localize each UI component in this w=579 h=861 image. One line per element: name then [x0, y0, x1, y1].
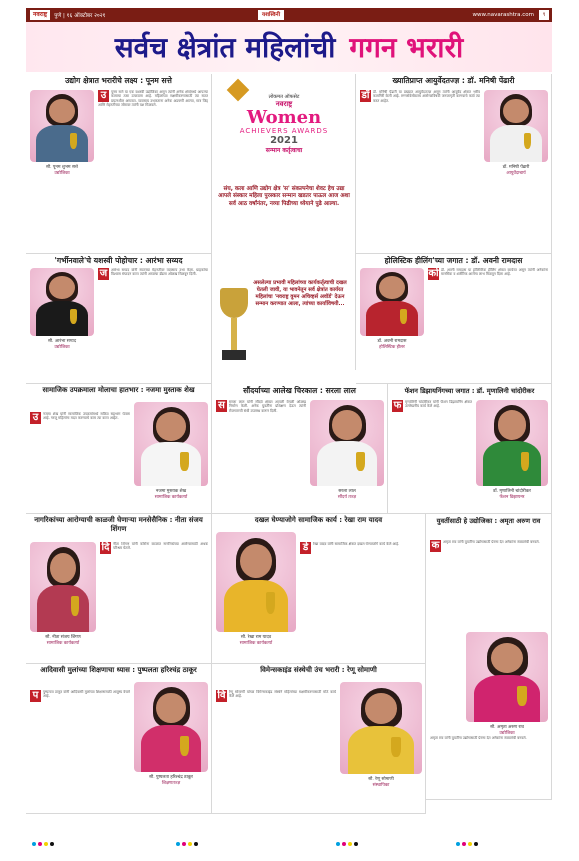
photo-caption: डॉ. अवनी रामदास होलिस्टिक हीलर — [377, 339, 407, 350]
article-body: वि रेणू सोमाणी यांच्या विमेन्सकाइंड संस्थेने महिलांच्या सक्षमीकरणासाठी मोठे कार्य केले आहे. — [217, 690, 336, 701]
photo-caption: सौ. अमृता अरुण राव उद्योजिका — [490, 725, 524, 736]
article-avani-ramdas — [356, 254, 552, 384]
article-mrunalini-chandorikar — [388, 384, 552, 514]
article-aarambha-sayyad — [26, 254, 212, 384]
portrait-photo — [310, 400, 384, 486]
article-pushpalata-thakur — [26, 664, 212, 814]
newspaper-page — [26, 8, 552, 850]
portrait-photo — [30, 268, 94, 336]
award-block — [212, 74, 356, 370]
article-punam-satte — [26, 74, 212, 254]
page-number: ९ — [539, 10, 549, 20]
masthead-logo: नवराष्ट्र — [30, 10, 50, 20]
portrait-photo — [340, 682, 422, 774]
article-amruta-rao — [426, 514, 552, 800]
article-title: सामाजिक उपक्रमाला मोलाचा हातभार : नजमा मुस्ताक शेख — [42, 386, 195, 394]
award-intro: संघ, कला आणि उद्योग क्षेत्र 'स' संकल्पनेचा शेवट हेच उद्या आपले संस्कार महिला पुरस्कार सन्मान खडतर पाऊल आज अशा सर्व आठ वर्षांनंतर, नव्या पिढीच्या ध्येयाने पुढे आल्या. — [218, 186, 350, 207]
article-body: फ मृणालिनी चांदोरीकर यांनी फॅशन डिझायनिंग क्षेत्रात उल्लेखनीय कार्य केले आहे. — [393, 400, 472, 411]
article-title: युवतींसाठी हे उद्योजिका : अमृता अरुण राव — [436, 517, 541, 525]
article-najma-shaikh — [26, 384, 212, 514]
trophy-icon — [220, 288, 248, 364]
portrait-photo — [360, 268, 424, 336]
portrait-photo — [476, 400, 548, 486]
photo-caption: सौ. पुष्पलता हरिश्चंद्र ठाकूर शिक्षणतज्ज्ञ — [149, 775, 193, 786]
masthead — [26, 8, 552, 22]
article-title: नागरिकांच्या आरोग्याची काळजी घेणाऱ्या मनसेसैनिक : नीता संजय शिंगण — [34, 516, 203, 533]
portrait-photo — [466, 632, 548, 722]
article-sarla-lal — [212, 384, 388, 514]
article-body-cont: अमृता राव यांनी युवतींना उद्योगासाठी प्रेरणा देत अनेकांना स्वावलंबी बनवले. — [430, 736, 527, 740]
article-body: उ नजमा शेख यांनी सामाजिक उपक्रमांमध्ये सक्रिय सहभाग घेतला आहे. गरजू महिलांना मदत करण्याचे काम त्या करत आहेत. — [30, 412, 130, 510]
article-body: डॉ डॉ. मनिषी पेंढारी या प्रख्यात आयुर्वेदतज्ज्ञ असून त्यांनी आयुर्वेद क्षेत्रात भरीव कामगिरी केली आहे. रुग्णसेवेसोबतच आरोग्याविषयी जनजागृती करण्याचे कार्य त्या करत आहेत. — [361, 90, 480, 103]
masthead-date: पुणे | १६ ऑक्टोबर २०२१ — [54, 13, 106, 19]
print-registration-marks — [26, 842, 552, 848]
article-renu-somani — [212, 664, 426, 814]
article-title: विमेन्सकाइंड संस्थेची उंच भरारी : रेणू सोमाणी — [260, 666, 377, 674]
article-body: ज आरंभा सय्यद यांनी स्वतःच्या मेहनतीवर व्यवसाय उभा केला. ग्राहकांचा विश्वास संपादन करत त्यांनी आपल्या ब्रँडला ओळख मिळवून दिली. — [99, 268, 208, 279]
article-title: होलिस्टिक हीलिंग'च्या जगात : डॉ. अवनी रामदास — [384, 256, 523, 265]
portrait-photo — [134, 682, 208, 772]
section-label: यशस्विनी — [258, 10, 284, 20]
photo-caption: नजमा मुस्ताक शेख सामाजिक कार्यकर्त्या — [154, 489, 188, 500]
article-title: उद्योग क्षेत्रात भरारीचे लक्ष्य : पूनम सत्ते — [65, 76, 172, 85]
photo-caption: सौ. नीता संजय शिंगण सामाजिक कार्यकर्त्या — [45, 635, 81, 646]
article-body: प पुष्पलता ठाकूर यांनी आदिवासी मुलांच्या शिक्षणासाठी आयुष्य वेचले आहे. — [30, 690, 130, 810]
photo-caption: सौ. रेखा राम यादव सामाजिक कार्यकर्त्या — [239, 635, 273, 646]
photo-caption: डॉ. मृणालिनी चांदोरीकर फॅशन डिझायनर — [493, 489, 531, 500]
photo-caption: सौ. रेणू सोमाणी संस्थापिका — [368, 777, 394, 788]
photo-caption: सौ. आरंभा सय्यद उद्योजिका — [47, 339, 77, 350]
article-body: दि नीता शिंगण यांनी कोरोना काळात नागरिकांच्या आरोग्यासाठी अथक परिश्रम घेतले. — [101, 542, 208, 553]
article-title: दखल घेण्याजोगे सामाजिक कार्य : रेखा राम यादव — [254, 516, 383, 524]
page-headline — [26, 22, 552, 72]
article-title: फॅशन डिझायनिंगच्या जगात : डॉ. मृणालिनी चांदोरीकर — [404, 387, 535, 395]
masthead-site: www.navarashtra.com — [472, 12, 534, 18]
portrait-photo — [216, 532, 296, 632]
article-rekha-yadav — [212, 514, 426, 664]
article-body: डे रेखा यादव यांनी सामाजिक क्षेत्रात दखल घेण्याजोगे कार्य केले आहे. — [300, 542, 422, 660]
portrait-photo — [134, 402, 208, 486]
article-title: आदिवासी मुलांच्या शिक्षणाचा ध्यास : पुष्पलता हरिश्चंद्र ठाकूर — [40, 666, 197, 674]
headline-part2: गगन भरारी — [349, 31, 464, 64]
photo-caption: डॉ. मनिषी पेंढारी आयुर्वेदाचार्य — [502, 165, 530, 176]
photo-caption: सौ. पूनम शुभम सत्ते उद्योजिका — [46, 165, 78, 176]
article-manishi-pendhari — [356, 74, 552, 254]
award-intro-2: असलेल्या प्रभावी महिलांच्या कार्यकर्तृत्वाची दखल घेतली जावी, या भावनेतून सर्व क्षेत्रांत कार्यरत महिलांचा 'नवराष्ट्र वुमन अचिव्हर्स अवॉर्ड' देऊन सन्मान करण्यात आला, त्यांच्या कार्याविषयी... — [253, 280, 347, 308]
article-title: ख्यातिप्राप्त आयुर्वेदतज्ज्ञ : डॉ. मनिषी पेंढारी — [392, 76, 515, 85]
article-body: उ पूनम सत्ते या एक यशस्वी उद्योजिका असून त्यांनी अनेक क्षेत्रांमध्ये आपल्या कामाचा ठसा उमटवला आहे. महिलांच्या सक्षमीकरणासाठी त्या सतत प्रयत्नशील असतात. व्यवसाय उभारताना अनेक अडचणी आल्या, मात्र जिद्द आणि मेहनतीच्या जोरावर त्यांनी यश मिळवले. — [98, 90, 208, 108]
award-logo: लोकमत ऑफसेट नवराष्ट्र Women ACHIEVERS AWARDS 2021 सन्मान कर्तृत्वाचा — [216, 78, 352, 182]
portrait-photo — [30, 542, 96, 632]
article-body: स सरला लाल यांनी सौंदर्य क्षेत्रात आपली वेगळी ओळख निर्माण केली. अनेक युवतींना प्रशिक्षण देऊन त्यांनी रोजगाराची संधी उपलब्ध करून दिली. — [216, 400, 306, 510]
article-body: को डॉ. अवनी रामदास या होलिस्टिक हीलिंग क्षेत्रात कार्यरत असून त्यांनी अनेकांना मानसिक व शारीरिक आरोग्य लाभ मिळवून दिला आहे. — [428, 268, 548, 279]
portrait-photo — [30, 90, 94, 162]
headline-part1: सर्वच क्षेत्रांत महिलांची — [114, 31, 336, 64]
photo-caption: सरला लाल सौंदर्य तज्ज्ञ — [337, 489, 357, 500]
article-title: सौंदर्याच्या आलेख चिरकाल : सरला लाल — [243, 386, 356, 395]
portrait-photo — [484, 90, 548, 162]
article-body: क अमृता राव यांनी युवतींना उद्योगासाठी प्रेरणा देत अनेकांना स्वावलंबी बनवले. — [431, 540, 540, 551]
article-title: 'गर्भीनवाले'चे यशस्वी पोहोचार : आरंभा सय्यद — [54, 256, 183, 265]
article-neeta-shingan — [26, 514, 212, 664]
